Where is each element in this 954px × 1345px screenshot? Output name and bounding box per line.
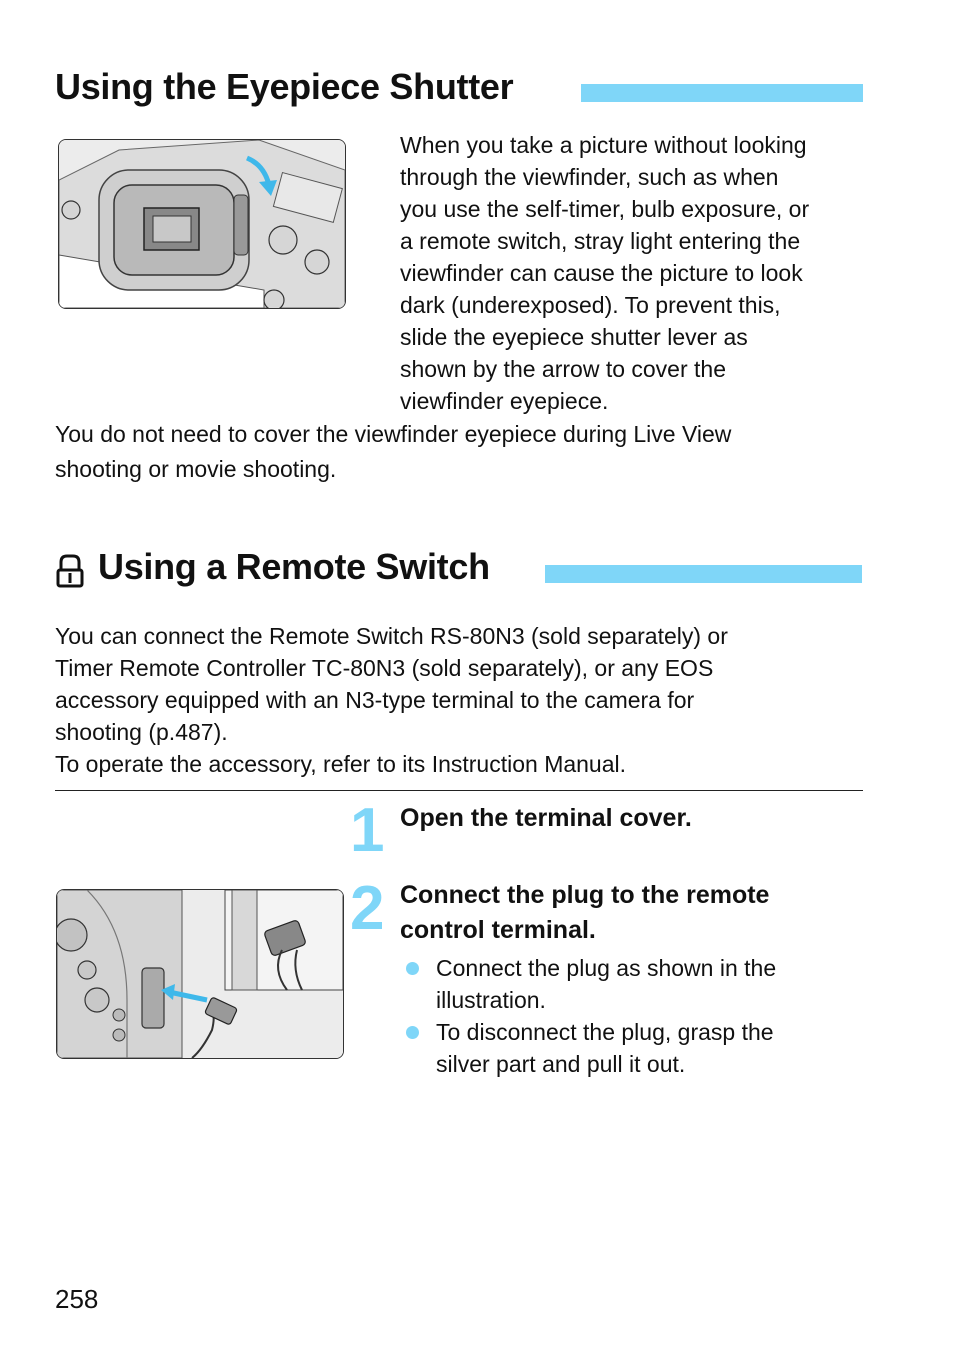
remote-terminal-photo — [56, 889, 344, 1059]
intro-line: accessory equipped with an N3-type terminal to the camera for — [55, 687, 695, 713]
bullet-line: Connect the plug as shown in the — [436, 955, 777, 981]
note-line: shooting or movie shooting. — [55, 456, 337, 482]
note-line: You do not need to cover the viewfinder eyepiece during Live View — [55, 421, 732, 447]
bullet-dot-icon — [406, 962, 419, 975]
camera-eyepiece-illustration — [59, 140, 345, 308]
bullet-line: illustration. — [436, 987, 546, 1013]
bullet-line: silver part and pull it out. — [436, 1051, 686, 1077]
intro-line: You can connect the Remote Switch RS-80N3 (sold separately) or — [55, 623, 728, 649]
page-number: 258 — [55, 1284, 99, 1314]
bullet-dot-icon — [406, 1026, 419, 1039]
step-1-title: Open the terminal cover. — [400, 804, 692, 832]
intro-line: To operate the accessory, refer to its Instruction Manual. — [55, 751, 627, 777]
bullet-line: To disconnect the plug, grasp the — [436, 1019, 774, 1045]
eyepiece-shutter-paragraph — [400, 129, 870, 417]
section-divider — [55, 790, 863, 791]
paragraph-line: When you take a picture without looking — [400, 132, 807, 158]
remote-switch-intro — [55, 620, 875, 780]
paragraph-line: you use the self-timer, bulb exposure, or — [400, 196, 810, 222]
live-view-note — [55, 417, 875, 487]
paragraph-line: a remote switch, stray light entering the — [400, 228, 801, 254]
step-number-1: 1 — [350, 796, 385, 865]
intro-line: shooting (p.487). — [55, 719, 228, 745]
paragraph-line: through the viewfinder, such as when — [400, 164, 779, 190]
step-number-2: 2 — [350, 874, 385, 943]
paragraph-line: slide the eyepiece shutter lever as — [400, 324, 748, 350]
step-2-bullets — [400, 952, 870, 1080]
step-title-line: Connect the plug to the remote — [400, 881, 770, 909]
paragraph-line: dark (underexposed). To prevent this, — [400, 292, 781, 318]
eyepiece-shutter-photo — [58, 139, 346, 309]
paragraph-line: shown by the arrow to cover the — [400, 356, 726, 382]
section-title-bar — [581, 84, 863, 102]
bullet-item — [400, 1016, 870, 1080]
section-title-remote-switch: Using a Remote Switch — [98, 546, 490, 587]
step-title-line: control terminal. — [400, 916, 596, 944]
bullet-item — [400, 952, 870, 1016]
camera-remote-terminal-illustration — [57, 890, 343, 1058]
intro-line: Timer Remote Controller TC-80N3 (sold separately), or any EOS — [55, 655, 714, 681]
paragraph-line: viewfinder can cause the picture to look — [400, 260, 803, 286]
step-2-title — [400, 878, 870, 948]
section-title-eyepiece-shutter: Using the Eyepiece Shutter — [55, 66, 514, 107]
paragraph-line: viewfinder eyepiece. — [400, 388, 609, 414]
section-title-bar — [545, 565, 862, 583]
remote-switch-icon — [55, 552, 85, 592]
